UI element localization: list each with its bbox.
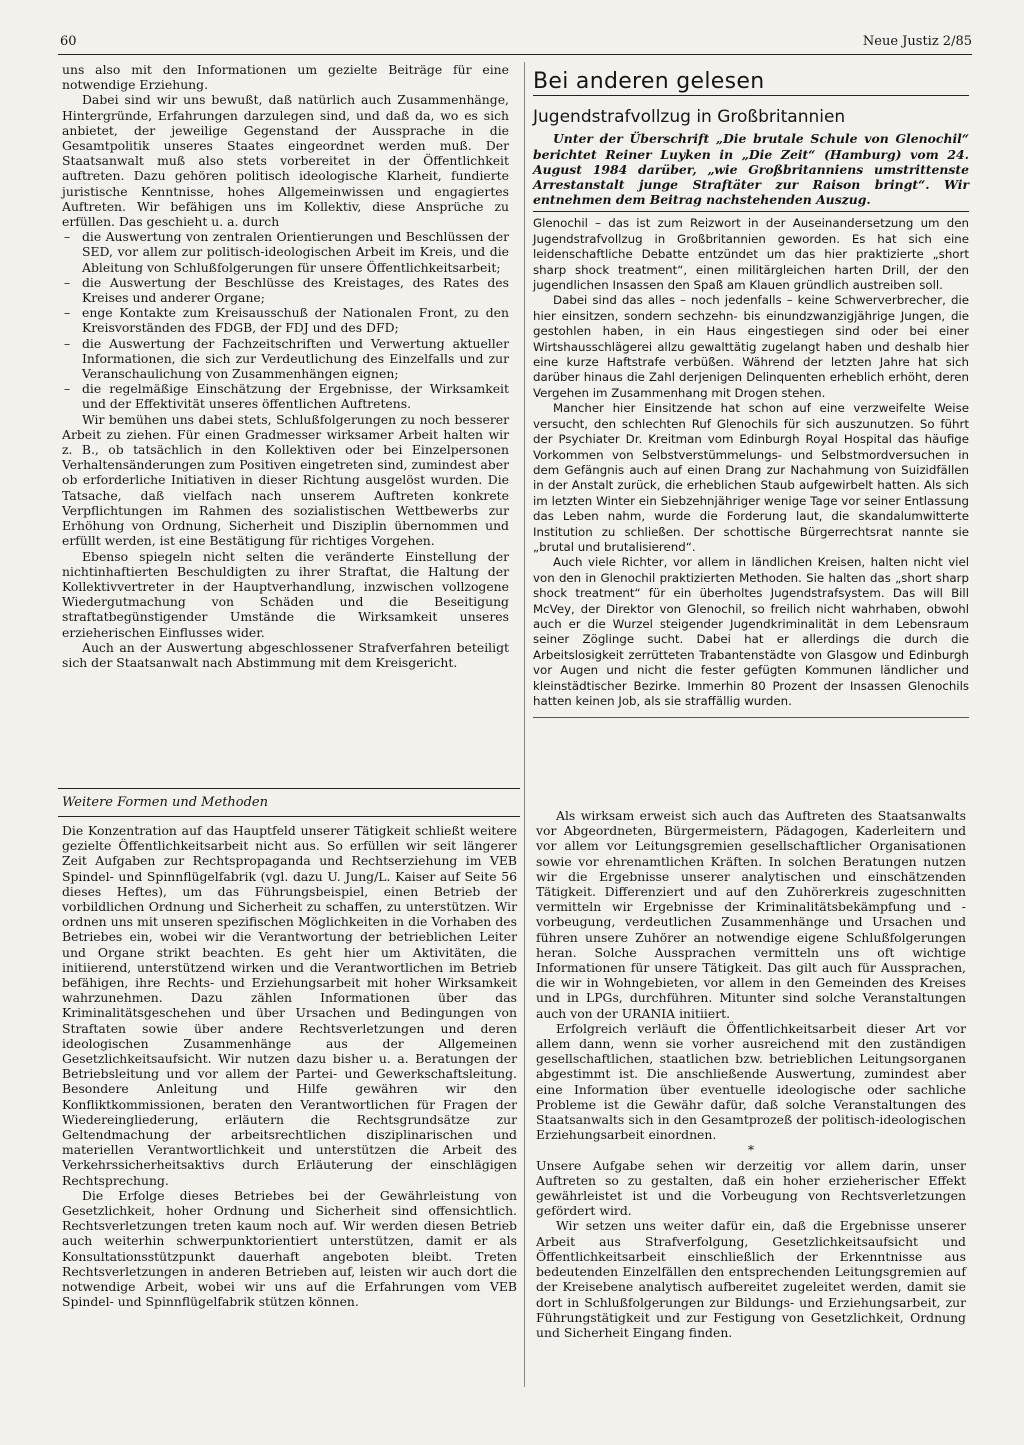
- header-divider: [58, 54, 972, 55]
- left-column-bottom: [62, 823, 517, 1310]
- article-intro: Unter der Überschrift „Die brutale Schule von Glenochil“ berichtet Reiner Luyken in „Die Zeit“ (Hamburg) vom 24. August 1984 darüber, „wie Großbritanniens umstrittenste Arrestanstalt junge Straftäter zur Raison bringt“. Wir entnehmen dem Beitrag nachstehenden Auszug.: [533, 131, 969, 208]
- list-item: – enge Kontakte zum Kreisausschuß der Nationalen Front, zu den Kreisvorständen des FDGB, der FDJ und des DFD;: [62, 305, 509, 335]
- bullet-list: [62, 229, 509, 411]
- section-rule-top: [58, 788, 520, 789]
- paragraph: Dabei sind wir uns bewußt, daß natürlich auch Zusammenhänge, Hintergründe, Erfahrungen darzulegen sind, und daß da, wo es sich anbietet, der jeweilige Gegenstand der Aussprache in die Gesamtpolitik unseres Staates eingeordnet werden muß. Der Staatsanwalt muß also stets vorbereitet in der Öffentlichkeit auftreten. Dazu gehören politisch ideologische Klarheit, fundierte juristische Kenntnisse, hohes Allgemeinwissen und engagiertes Auftreten. Wir befähigen uns im Kollektiv, diese Ansprüche zu erfüllen. Das geschieht u. a. durch: [62, 92, 509, 230]
- section-title: Bei anderen gelesen: [533, 69, 765, 94]
- paragraph: Auch an der Auswertung abgeschlossener Strafverfahren beteiligt sich der Staatsanwalt nach Abstimmung mit dem Kreisgericht.: [62, 639, 509, 670]
- paragraph: Als wirksam erweist sich auch das Auftreten des Staatsanwalts vor Abgeordneten, Bürgermeistern, Pädagogen, Kaderleitern und vor allem vor Leitungsgremien gesellschaftlicher Organisationen sowie vor ehrenamtlichen Kräften. In solchen Beratungen nutzen wir die Ergebnisse unserer analytischen und einschätzenden Tätigkeit. Differenziert und auf den Zuhörerkreis zugeschnitten vermitteln wir Ergebnisse der Kriminalitätsbekämpfung und -vorbeugung, verdeutlichen Zusammenhänge und Ursachen und führen unsere Zuhörer an notwendige eigene Schlußfolgerungen heran. Solche Aussprachen vermitteln uns oft wichtige Informationen für unsere Tätigkeit. Das gilt auch für Aussprachen, die wir in Wohngebieten, vor allem in den Gemeinden des Kreises und in LPGs, durchführen. Mitunter sind solche Veranstaltungen auch von der URANIA initiiert.: [536, 808, 966, 1021]
- list-item: – die Auswertung der Fachzeitschriften und Verwertung aktueller Informationen, die sich zur Verdeutlichung des Einzelfalls und zur Veranschaulichung von Zusammenhängen eignen;: [62, 336, 509, 382]
- column-divider: [524, 62, 525, 1387]
- section-rule-bottom: [58, 816, 520, 817]
- paragraph: Glenochil – das ist zum Reizwort in der Auseinandersetzung um den Jugendstrafvollzug in Großbritannien geworden. Es hat sich eine leidenschaftliche Debatte entzündet um das hier praktizierte „short sharp shock treatment“, einen militärgleichen harten Drill, der den jugendlichen Insassen den Spaß am Klauen gründlich austreiben soll.: [533, 216, 969, 293]
- paragraph: Dabei sind das alles – noch jedenfalls – keine Schwerverbrecher, die hier einsitzen, sondern sechzehn- bis einundzwanzigjährige Jungen, die gestohlen haben, in ein Haus eingestiegen sind oder bei einer Wirtshausschlägerei allzu gewalttätig zugelangt haben und deshalb hier eine kurze Haftstrafe verbüßen. Während der letzten Jahre hat sich darüber hinaus die Zahl derjenigen Delinquenten erheblich erhöht, deren Vergehen im Zusammenhang mit Drogen stehen.: [533, 293, 969, 400]
- article-body: [533, 216, 969, 709]
- paragraph: Ebenso spiegeln nicht selten die veränderte Einstellung der nichtinhaftierten Beschuldigten zu ihrer Straftat, die Haltung der Kollektivvertreter in der Hauptverhandlung, inzwischen vollzogene Wiedergutmachung von Schäden und die Beseitigung straftatbegünstigender Umstände die Wirksamkeit unseres erzieherischen Einflusses wider.: [62, 548, 509, 640]
- right-column-bottom: [536, 808, 966, 1340]
- left-column-top: [62, 62, 509, 670]
- section-heading: Weitere Formen und Methoden: [62, 795, 269, 810]
- list-item: – die regelmäßige Einschätzung der Ergebnisse, der Wirksamkeit und der Effektivität unseres öffentlichen Auftretens.: [62, 381, 509, 411]
- paragraph: Wir bemühen uns dabei stets, Schlußfolgerungen zu noch besserer Arbeit zu ziehen. Für einen Gradmesser wirksamer Arbeit halten wir z. B., ob tatsächlich in den Kollektiven oder bei Einzelpersonen Verhaltensänderungen zum Positiven eingetreten sind, zumindest aber ob erforderliche Initiativen in dieser Richtung ausgelöst wurden. Die Tatsache, daß vielfach nach unserem Auftreten konkrete Verpflichtungen im Rahmen des sozialistischen Wettbewerbs zur Erhöhung von Ordnung, Sicherheit und Disziplin übernommen und erfüllt werden, ist eine Bestätigung für richtiges Vorgehen.: [62, 411, 509, 549]
- section-separator-star: *: [747, 1142, 755, 1158]
- page-number: 60: [60, 34, 77, 49]
- paragraph: Wir setzen uns weiter dafür ein, daß die Ergebnisse unserer Arbeit aus Strafverfolgung, Gesetzlichkeitsaufsicht und Öffentlichkeitsarbeit einschließlich der Erkenntnisse aus bedeutenden Einzelfällen den entsprechenden Leitungsgremien auf der Kreisebene analytisch aufbereitet zugeleitet werden, damit sie dort in Schlußfolgerungen zur Bildungs- und Erziehungsarbeit, zur Führungstätigkeit und zur Festigung von Gesetzlichkeit, Ordnung und Sicherheit Eingang finden.: [536, 1218, 966, 1340]
- article-title: Jugendstrafvollzug in Großbritannien: [533, 107, 846, 128]
- journal-issue: Neue Justiz 2/85: [862, 34, 972, 49]
- feature-box-bottom-rule: [533, 717, 969, 718]
- feature-box: [533, 60, 969, 718]
- section-title-rule: [533, 95, 969, 96]
- paragraph: Erfolgreich verläuft die Öffentlichkeitsarbeit dieser Art vor allem dann, wenn sie vorher ausreichend mit den zuständigen gesellschaftlichen, staatlichen bzw. betrieblichen Leitungsorganen abgestimmt ist. Die anschließende Auswertung, zumindest aber eine Information über eventuelle ideologische oder sachliche Probleme ist die Gewähr dafür, daß solche Veranstaltungen des Staatsanwalts sich in den Gesamtprozeß der politisch-ideologischen Erziehungsarbeit einordnen.: [536, 1020, 966, 1143]
- paragraph: Die Konzentration auf das Hauptfeld unserer Tätigkeit schließt weitere gezielte Öffentlichkeitsarbeit nicht aus. So erfüllen wir seit längerer Zeit Aufgaben zur Rechtspropaganda und Rechtserziehung im VEB Spindel- und Spinnflügelfabrik (vgl. dazu U. Jung/L. Kaiser auf Seite 56 dieses Heftes), um das Führungsbeispiel, einen Betrieb der vorbildlichen Ordnung und Sicherheit zu schaffen, zu unterstützen. Wir ordnen uns mit unseren spezifischen Möglichkeiten in die Vorhaben des Betriebes ein, wobei wir die Verantwortung der betrieblichen Leiter und Organe strikt beachten. Es geht hier um Aktivitäten, die initiierend, unterstützend wirken und die Verantwortlichen im Betrieb befähigen, ihre Rechts- und Erziehungsarbeit mit hoher Wirksamkeit wahrzunehmen. Dazu zählen Informationen über das Kriminalitätsgeschehen und über Ursachen und Bedingungen von Straftaten sowie über andere Rechtsverletzungen und deren ideologischen Zusammenhänge aus der Allgemeinen Gesetzlichkeitsaufsicht. Wir nutzen dazu bisher u. a. Beratungen der Betriebsleitung und vor allem der Partei- und Gewerkschaftsleitung. Besondere Anleitung und Hilfe gewähren wir den Konfliktkommissionen, beraten den Verantwortlichen für Fragen der Wiedereingliederung, erläutern die Rechtsgrundsätze zur Geltendmachung der arbeitsrechtlichen disziplinarischen und materiellen Verantwortlichkeit und unterstützen die Arbeit des Verkehrssicherheitsaktivs durch Erläuterung der einschlägigen Rechtsprechung.: [62, 823, 517, 1188]
- paragraph: Unsere Aufgabe sehen wir derzeitig vor allem darin, unser Auftreten so zu gestalten, daß ein hoher erzieherischer Effekt gewährleistet ist und die Vorbeugung von Rechtsverletzungen gefördert wird.: [536, 1157, 966, 1219]
- intro-rule: [533, 211, 969, 212]
- paragraph: Die Erfolge dieses Betriebes bei der Gewährleistung von Gesetzlichkeit, hoher Ordnung und Sicherheit sind offensichtlich. Rechtsverletzungen treten kaum noch auf. Wir werden diesen Betrieb auch weiterhin schwerpunktorientiert unterstützen, damit er als Konsultationsstützpunkt dauerhaft angeboten bleibt. Treten Rechtsverletzungen in anderen Betrieben auf, leisten wir auch dort die notwendige Arbeit, wobei wir uns auf die Erfahrungen vom VEB Spindel- und Spinnflügelfabrik stützen können.: [62, 1187, 517, 1310]
- list-item: – die Auswertung der Beschlüsse des Kreistages, des Rates des Kreises und anderer Organe;: [62, 275, 509, 305]
- list-item: – die Auswertung von zentralen Orientierungen und Beschlüssen der SED, vor allem zur politisch-ideologischen Arbeit im Kreis, und die Ableitung von Schlußfolgerungen für unsere Öffentlichkeitsarbeit;: [62, 229, 509, 275]
- paragraph: Auch viele Richter, vor allem in ländlichen Kreisen, halten nicht viel von den in Glenochil praktizierten Methoden. Sie halten das „short sharp shock treatment“ für ein überholtes Jugendstrafsystem. Das will Bill McVey, der Direktor von Glenochil, so freilich nicht wahrhaben, obwohl auch er die Wurzel steigender Jugendkriminalität in dem Lebensraum seiner Zöglinge sucht. Dabei hat er allerdings die durch die Arbeitslosigkeit zerrütteten Trabantenstädte von Glasgow und Edinburgh vor Augen und nicht die fester gefügten Kommunen ländlicher und kleinstädtischer Bezirke. Immerhin 80 Prozent der Insassen Glenochils hatten keinen Job, als sie straffällig wurden.: [533, 555, 969, 709]
- paragraph: uns also mit den Informationen um gezielte Beiträge für eine notwendige Erziehung.: [62, 62, 509, 93]
- paragraph: Mancher hier Einsitzende hat schon auf eine verzweifelte Weise versucht, den schlechten Ruf Glenochils für sich auszunutzen. So führt der Psychiater Dr. Kreitman vom Edinburgh Royal Hospital das häufige Vorkommen von Selbstverstümmelungs- und Selbstmordversuchen in dem Gefängnis auch auf einen Drang zur Nachahmung von Suizidfällen in der Anstalt zurück, die erheblichen Staub aufgewirbelt hatten. Als sich im letzten Winter ein Siebzehnjähriger wenige Tage vor seiner Entlassung das Leben nahm, wurde die Forderung laut, die skandalumwitterte Institution zu schließen. Der schottische Bürgerrechtsrat nannte sie „brutal und brutalisierend“.: [533, 401, 969, 554]
